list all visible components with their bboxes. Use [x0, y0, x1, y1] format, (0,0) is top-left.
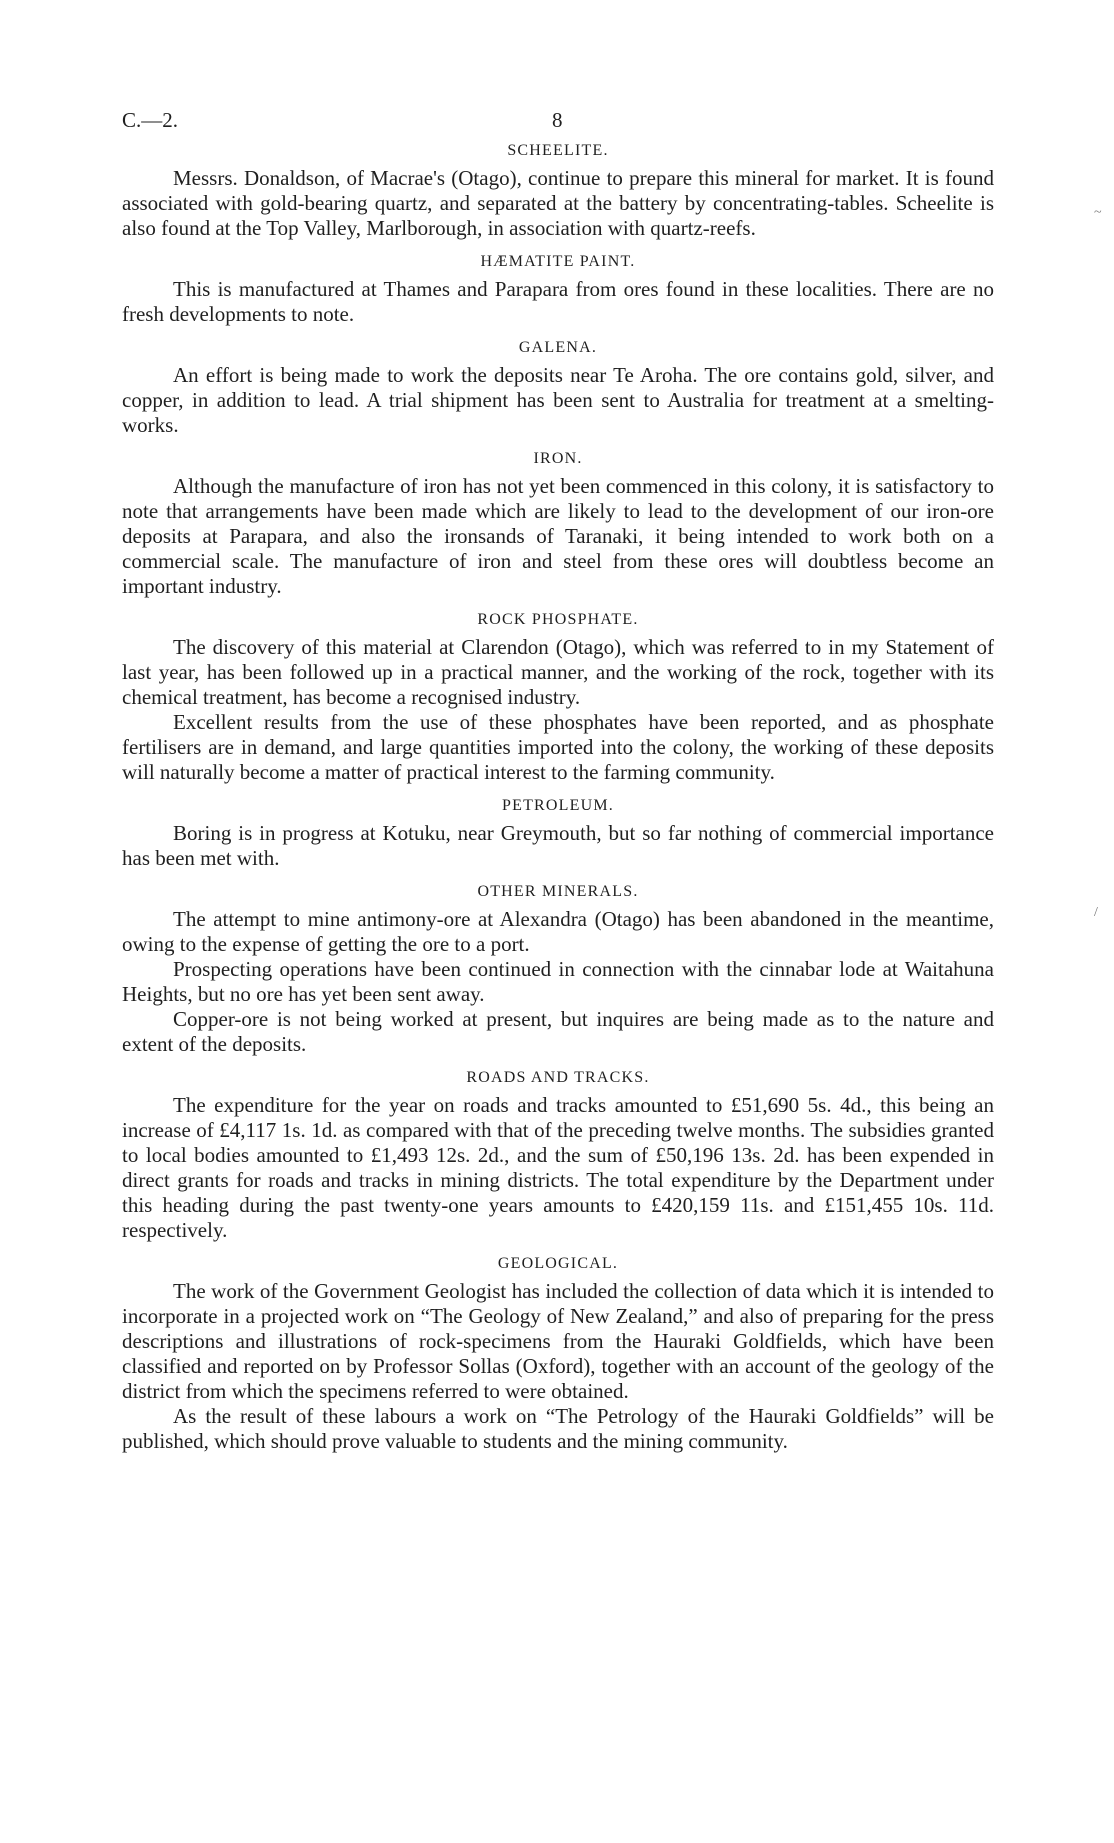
section-title: IRON.: [533, 450, 583, 467]
section-other-minerals: [122, 881, 994, 1057]
margin-mark: /: [1094, 905, 1098, 920]
section-scheelite: [122, 140, 994, 241]
section-title: PETROLEUM.: [502, 797, 614, 814]
section-rock-phosphate: [122, 609, 994, 785]
section-title: ROCK PHOSPHATE.: [477, 611, 639, 628]
paragraph: The discovery of this material at Clarendon (Otago), which was referred to in my Statement of last year, has been followed up in a practical manner, and the working of the rock, together with its chemical treatment, has become a recognised industry.: [122, 635, 994, 709]
paragraph: Prospecting operations have been continued in connection with the cinnabar lode at Waitahuna Heights, but no ore has yet been sent away.: [122, 957, 994, 1006]
section-title: ROADS AND TRACKS.: [466, 1069, 650, 1086]
paragraph: The expenditure for the year on roads and tracks amounted to £51,690 5s. 4d., this being an increase of £4,117 1s. 1d. as compared with that of the preceding twelve months. The subsidies granted to local bodies amounted to £1,493 12s. 2d., and the sum of £50,196 13s. 2d. has been expended in direct grants for roads and tracks in mining districts. The total expenditure by the Department under this heading during the past twenty-one years amounts to £420,159 11s. and £151,455 10s. 11d. respectively.: [122, 1093, 994, 1242]
paragraph: Messrs. Donaldson, of Macrae's (Otago), continue to prepare this mineral for market. It is found associated with gold-bearing quartz, and separated at the battery by concentrating-tables. Scheelite is also found at the Top Valley, Marlborough, in association with quartz-reefs.: [122, 166, 994, 240]
paragraph: Copper-ore is not being worked at present, but inquires are being made as to the nature and extent of the deposits.: [122, 1007, 994, 1056]
paragraph: Although the manufacture of iron has not yet been commenced in this colony, it is satisfactory to note that arrangements have been made which are likely to lead to the development of our iron-ore deposits at Parapara, and also the ironsands of Taranaki, it being intended to work both on a commercial scale. The manufacture of iron and steel from these ores will doubtless become an important industry.: [122, 474, 994, 598]
paragraph: The attempt to mine antimony-ore at Alexandra (Otago) has been abandoned in the meantime, owing to the expense of getting the ore to a port.: [122, 907, 994, 956]
margin-mark: ~: [1094, 205, 1102, 220]
paragraph: An effort is being made to work the deposits near Te Aroha. The ore contains gold, silver, and copper, in addition to lead. A trial shipment has been sent to Australia for treatment at a smelting-works.: [122, 363, 994, 437]
section-petroleum: [122, 795, 994, 871]
section-haematite-paint: [122, 251, 994, 327]
section-title: GALENA.: [518, 339, 598, 356]
paragraph: This is manufactured at Thames and Parapara from ores found in these localities. There are no fresh developments to note.: [122, 277, 994, 326]
section-iron: [122, 448, 994, 599]
document-page: [122, 108, 994, 1464]
paragraph: The work of the Government Geologist has included the collection of data which it is intended to incorporate in a projected work on “The Geology of New Zealand,” and also of preparing for the press descriptions and illustrations of rock-specimens from the Hauraki Goldfields, which have been classified and reported on by Professor Sollas (Oxford), together with an account of the geology of the district from which the specimens referred to were obtained.: [122, 1279, 994, 1403]
paragraph: Boring is in progress at Kotuku, near Greymouth, but so far nothing of commercial importance has been met with.: [122, 821, 994, 870]
section-title: HÆMATITE PAINT.: [480, 253, 636, 270]
page-number: 8: [552, 108, 563, 132]
section-title: SCHEELITE.: [507, 142, 609, 159]
paragraph: Excellent results from the use of these phosphates have been reported, and as phosphate fertilisers are in demand, and large quantities imported into the colony, the working of these deposits will naturally become a matter of practical interest to the farming community.: [122, 710, 994, 784]
section-galena: [122, 337, 994, 438]
section-roads-and-tracks: [122, 1067, 994, 1243]
section-title: GEOLOGICAL.: [497, 1255, 619, 1272]
section-title: OTHER MINERALS.: [477, 883, 639, 900]
section-geological: [122, 1253, 994, 1454]
page-header: [122, 108, 994, 138]
paragraph: As the result of these labours a work on “The Petrology of the Hauraki Goldfields” will be published, which should prove valuable to students and the mining community.: [122, 1404, 994, 1453]
document-code: C.—2.: [122, 108, 179, 132]
